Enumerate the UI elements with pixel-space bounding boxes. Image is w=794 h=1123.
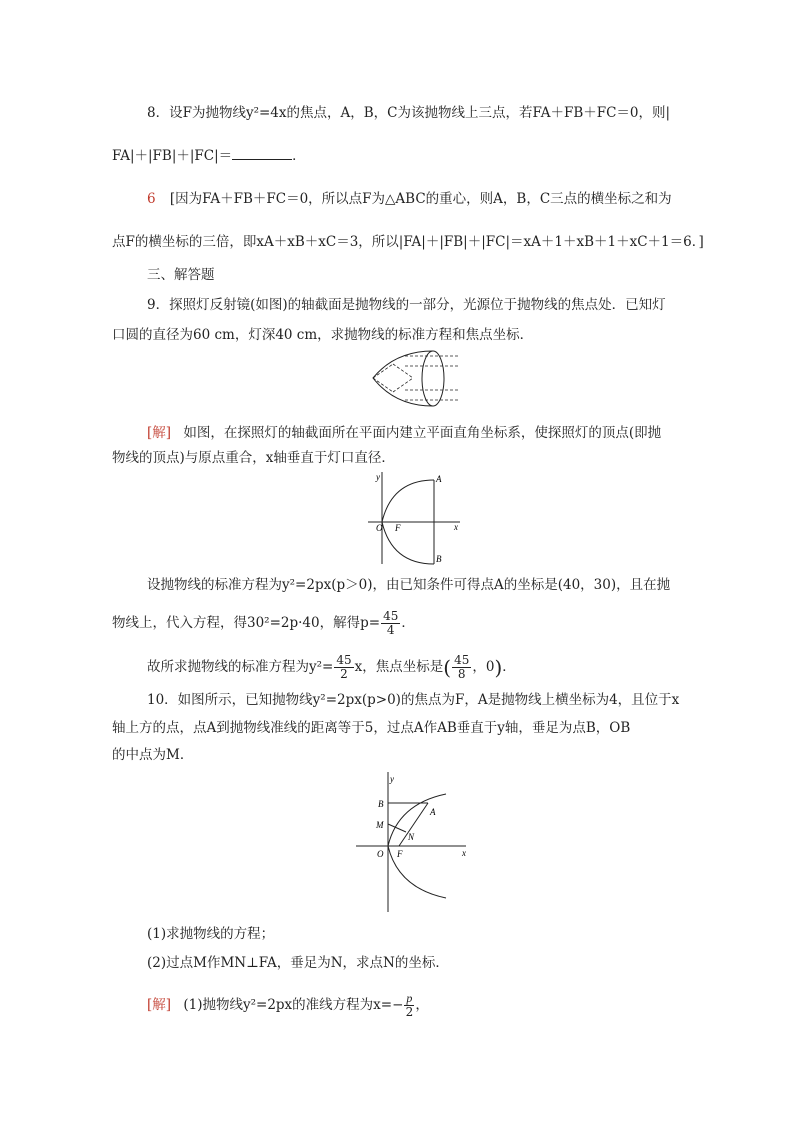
directrix-fraction (404, 992, 414, 1019)
a8-line1 (147, 190, 672, 208)
q9-line1: 9．探照灯反射镜(如图)的轴截面是抛物线的一部分，光源位于抛物线的焦点处．已知灯 (147, 297, 666, 313)
q8-line2-prefix: FA|＋|FB|＋|FC|＝ (112, 148, 233, 164)
focus-fraction (452, 654, 471, 681)
q10-line2: 轴上方的点，点A到抛物线准线的距离等于5，过点A作AB垂直于y轴，垂足为点B，OB (112, 720, 631, 736)
sol10-tail: ， (415, 997, 429, 1013)
fig9-label-x: x (454, 522, 458, 532)
q10-line3: 的中点为M． (112, 747, 194, 763)
answer-blank (232, 147, 292, 160)
sol9-text-1: 如图，在探照灯的轴截面所在平面内建立平面直角坐标系，使探照灯的顶点(即抛 (183, 425, 662, 441)
sol9-figure (368, 470, 464, 566)
focus-den: 8 (457, 667, 466, 681)
sol9-line3: 设抛物线的标准方程为y²=2px(p＞0)，由已知条件可得点A的坐标是(40，30)，且在抛 (147, 577, 671, 593)
sol9-tag: [解] (147, 425, 172, 441)
a8-explain-1: [因为FA＋FB＋FC＝0，所以点F为△ABC的重心，则A，B，C三点的横坐标之和为 (169, 191, 672, 207)
sol9-line1 (147, 424, 661, 442)
eq-den: 2 (340, 667, 348, 681)
q8-line2-suffix: ． (292, 148, 306, 164)
sol9-line4-text: 物线上，代入方程，得30²=2p·40，解得p= (112, 615, 381, 631)
fig9-label-a: A (436, 474, 442, 484)
q10-figure (354, 770, 474, 915)
q9-line2: 口圆的直径为60 cm，灯深40 cm，求抛物线的标准方程和焦点坐标． (112, 327, 534, 343)
sol9-line4: 物线上，代入方程，得30²=2p·40，解得p= $\frac{45}{4}$ ． (112, 609, 415, 637)
a8-line2: 点F的横坐标的三倍，即xA＋xB＋xC＝3，所以|FA|＋|FB|＋|FC|＝xA＋1＋xB＋1＋xC＋1＝6．] (112, 234, 704, 250)
focus-num: 45 (454, 653, 470, 667)
fig9-label-b: B (436, 554, 442, 564)
fig9-label-o: O (376, 523, 383, 533)
q10-part1: (1)求抛物线的方程； (147, 926, 275, 942)
p-fraction (381, 610, 400, 637)
sol9-line5: 故所求抛物线的标准方程为y²= $\frac{45}{2}$ x，焦点坐标是( $\frac{45}{8}$ ，0)． (147, 653, 516, 681)
focus-tail: ，0 (472, 659, 495, 675)
fig10-label-y: y (390, 774, 394, 784)
fig10-label-a: A (430, 807, 436, 817)
q10-part2: (2)过点M作MN⊥FA，垂足为N，求点N的坐标． (147, 955, 449, 971)
fig9-label-f: F (395, 523, 401, 533)
fig10-label-n: N (408, 832, 415, 842)
fig9-label-y: y (376, 472, 380, 482)
fig10-label-o: O (377, 849, 384, 859)
sol9-line2: 物线的顶点)与原点重合，x轴垂直于灯口直径． (112, 450, 395, 466)
sol10-tag: [解] (147, 997, 172, 1013)
eq-num: 45 (336, 653, 352, 667)
directrix-den: 2 (405, 1005, 414, 1019)
fig10-label-b: B (378, 799, 384, 809)
searchlight-figure (365, 346, 465, 414)
q10-line1: 10．如图所示，已知抛物线y²=2px(p>0)的焦点为F，A是抛物线上横坐标为4，且位于x (147, 692, 680, 708)
fig10-label-x: x (462, 848, 466, 858)
fig10-label-f: F (397, 849, 403, 859)
section-heading: 三、解答题 (147, 267, 215, 283)
fig10-label-m: M (376, 820, 384, 830)
p-den: 4 (386, 623, 395, 637)
directrix-num: p (406, 991, 413, 1005)
q8-line2 (112, 147, 306, 165)
sol9-line5-mid: x，焦点坐标是 (354, 659, 444, 675)
q8-line1: 8．设F为抛物线y²=4x的焦点，A，B，C为该抛物线上三点，若FA＋FB＋FC＝0，则| (147, 105, 671, 121)
sol10-text: (1)抛物线y²=2px的准线方程为x=− (183, 997, 404, 1013)
a8-answer: 6 (147, 191, 156, 207)
p-num: 45 (383, 609, 399, 623)
sol9-line5-text: 故所求抛物线的标准方程为y²= (147, 659, 334, 675)
sol10-line1 (147, 992, 429, 1019)
eq-fraction (334, 654, 353, 681)
